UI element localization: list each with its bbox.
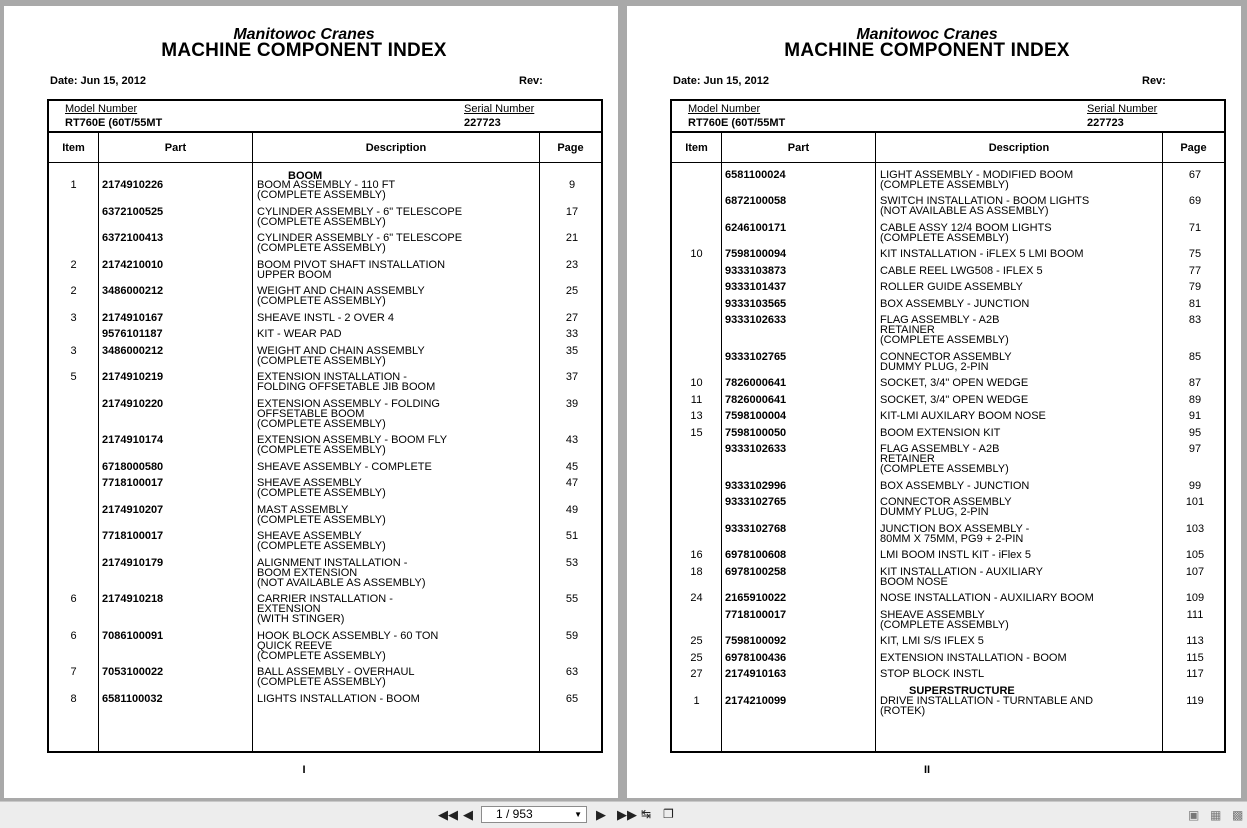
item-number: 13 xyxy=(690,410,703,422)
description-line: (NOT AVAILABLE AS ASSEMBLY) xyxy=(257,576,426,589)
description xyxy=(257,595,537,624)
description-line: CABLE REEL LWG508 - IFLEX 5 xyxy=(880,265,1043,277)
page-reference[interactable]: 113 xyxy=(1186,635,1204,647)
description xyxy=(257,559,537,588)
column-divider xyxy=(875,132,876,751)
description xyxy=(880,396,1160,406)
description-line: KIT-LMI AUXILARY BOOM NOSE xyxy=(880,410,1046,422)
page-reference[interactable]: 63 xyxy=(565,666,579,678)
description xyxy=(257,314,537,324)
part-number: 9333102996 xyxy=(725,480,787,492)
description-line: CARRIER INSTALLATION - xyxy=(257,593,393,605)
description-line: UPPER BOOM xyxy=(257,268,332,281)
description-line: KIT INSTALLATION - iFLEX 5 LMI BOOM xyxy=(880,248,1084,260)
description xyxy=(880,525,1160,545)
two-page-icon[interactable]: ▦ xyxy=(1210,808,1222,822)
description-line: FLAG ASSEMBLY - A2B xyxy=(880,314,1000,326)
item-number: 18 xyxy=(690,566,703,578)
description xyxy=(257,287,537,307)
next-page-icon[interactable]: ▶ xyxy=(596,807,606,822)
description-line: WEIGHT AND CHAIN ASSEMBLY xyxy=(257,345,425,357)
part-number: 7826000641 xyxy=(725,394,787,406)
page-footer: II xyxy=(923,764,931,776)
part-number: 6718000580 xyxy=(102,461,164,473)
description xyxy=(257,506,537,526)
part-number: 7598100094 xyxy=(725,248,787,260)
description-line: SWITCH INSTALLATION - BOOM LIGHTS xyxy=(880,195,1090,207)
page-reference[interactable]: 75 xyxy=(1188,248,1202,260)
description xyxy=(880,379,1160,389)
description-line: SHEAVE ASSEMBLY xyxy=(257,477,362,489)
description-line: (NOT AVAILABLE AS ASSEMBLY) xyxy=(880,204,1049,217)
section-heading: BOOM xyxy=(288,170,323,182)
description-line: FLAG ASSEMBLY - A2B xyxy=(880,443,1000,455)
page-reference[interactable]: 35 xyxy=(565,345,579,357)
page-reference[interactable]: 99 xyxy=(1188,480,1202,492)
description xyxy=(257,532,537,552)
part-number: 2165910022 xyxy=(725,592,787,604)
page-reference[interactable]: 71 xyxy=(1188,222,1202,234)
description-line: RETAINER xyxy=(880,323,935,336)
description-line: (COMPLETE ASSEMBLY) xyxy=(257,241,386,254)
description xyxy=(880,551,1160,561)
part-number: 6581100024 xyxy=(725,169,786,181)
part-number: 2174910219 xyxy=(102,371,164,383)
part-number: 2174910167 xyxy=(102,312,164,324)
part-number: 6581100032 xyxy=(102,693,163,705)
page-reference[interactable]: 77 xyxy=(1188,265,1202,277)
column-header-description: Description xyxy=(365,142,427,154)
document-page-1 xyxy=(4,6,618,798)
description-line: BOOM EXTENSION KIT xyxy=(880,427,1001,439)
part-number: 2174910218 xyxy=(102,593,164,605)
column-divider xyxy=(721,132,722,751)
divider xyxy=(49,131,601,133)
date-label: Date: Jun 15, 2012 xyxy=(50,75,146,87)
description-line: BOX ASSEMBLY - JUNCTION xyxy=(880,298,1030,310)
divider xyxy=(672,162,1224,163)
page-reference[interactable]: 79 xyxy=(1188,281,1202,293)
part-number: 6978100258 xyxy=(725,566,787,578)
description-line: QUICK REEVE xyxy=(257,639,333,652)
page-reference[interactable]: 109 xyxy=(1185,592,1205,604)
model-number-value: RT760E (60T/55MT xyxy=(65,117,163,129)
part-number: 9333102765 xyxy=(725,351,787,363)
model-number-label: Model Number xyxy=(688,103,761,115)
description xyxy=(257,347,537,367)
part-number: 9333102633 xyxy=(725,443,787,455)
page-footer: I xyxy=(302,764,306,776)
description-line: CYLINDER ASSEMBLY - 6" TELESCOPE xyxy=(257,206,463,218)
section-heading: SUPERSTRUCTURE xyxy=(909,685,1015,697)
description-line: (COMPLETE ASSEMBLY) xyxy=(257,539,386,552)
description xyxy=(880,568,1160,588)
description-line: (COMPLETE ASSEMBLY) xyxy=(257,215,386,228)
description xyxy=(257,463,537,473)
part-number: 6246100171 xyxy=(725,222,787,234)
item-number: 25 xyxy=(690,635,703,647)
description-line: EXTENSION ASSEMBLY - FOLDING xyxy=(257,398,440,410)
column-header-description: Description xyxy=(988,142,1050,154)
document-title: MACHINE COMPONENT INDEX xyxy=(784,40,1070,61)
description-line: HOOK BLOCK ASSEMBLY - 60 TON xyxy=(257,630,439,642)
description-line: KIT INSTALLATION - AUXILIARY xyxy=(880,566,1044,578)
index-table xyxy=(670,99,1226,753)
description-line: (COMPLETE ASSEMBLY) xyxy=(880,333,1009,346)
column-header-part: Part xyxy=(787,142,810,154)
part-number: 7598100050 xyxy=(725,427,787,439)
page-reference[interactable]: 91 xyxy=(1188,410,1202,422)
page-reference[interactable]: 17 xyxy=(565,206,579,218)
item-number: 2 xyxy=(70,259,77,271)
description-line: (COMPLETE ASSEMBLY) xyxy=(257,486,386,499)
page-reference[interactable]: 115 xyxy=(1186,652,1204,664)
part-number: 3486000212 xyxy=(102,345,164,357)
column-header-item: Item xyxy=(685,142,708,154)
description xyxy=(257,632,537,661)
page-reference[interactable]: 117 xyxy=(1186,668,1204,680)
page-reference[interactable]: 111 xyxy=(1186,609,1204,621)
part-number: 7053100022 xyxy=(102,666,164,678)
description-line: CONNECTOR ASSEMBLY xyxy=(880,351,1012,363)
description-line: (COMPLETE ASSEMBLY) xyxy=(257,294,386,307)
column-header-page: Page xyxy=(1180,142,1207,154)
part-number: 9333103873 xyxy=(725,265,787,277)
description-line: RETAINER xyxy=(880,452,935,465)
part-number: 2174910220 xyxy=(102,398,164,410)
part-number: 7718100017 xyxy=(102,477,164,489)
description xyxy=(880,482,1160,492)
serial-number-value: 227723 xyxy=(464,117,501,129)
page-reference[interactable]: 37 xyxy=(565,371,579,383)
column-header-item: Item xyxy=(62,142,85,154)
description xyxy=(880,637,1160,647)
description-line: (COMPLETE ASSEMBLY) xyxy=(880,178,1009,191)
description-line: DUMMY PLUG, 2-PIN xyxy=(880,360,989,373)
description xyxy=(880,197,1160,217)
copy-icon[interactable]: ❐ xyxy=(663,807,674,821)
description-line: (COMPLETE ASSEMBLY) xyxy=(257,188,386,201)
description-line: SHEAVE ASSEMBLY xyxy=(257,530,362,542)
item-number: 10 xyxy=(690,377,703,389)
part-number: 9576101187 xyxy=(102,328,163,340)
model-number-value: RT760E (60T/55MT xyxy=(688,117,786,129)
page-reference[interactable]: 83 xyxy=(1188,314,1202,326)
part-number: 2174910163 xyxy=(725,668,787,680)
description-line: BOX ASSEMBLY - JUNCTION xyxy=(880,480,1030,492)
part-number: 2174910174 xyxy=(102,434,164,446)
item-number: 11 xyxy=(690,394,703,406)
description-line: DUMMY PLUG, 2-PIN xyxy=(880,505,989,518)
description xyxy=(257,400,537,429)
description-line: ALIGNMENT INSTALLATION - xyxy=(257,557,408,569)
description-line: (COMPLETE ASSEMBLY) xyxy=(257,649,386,662)
document-page-2 xyxy=(627,6,1241,798)
page-reference[interactable]: 51 xyxy=(565,530,579,542)
divider xyxy=(672,131,1224,133)
item-number: 1 xyxy=(693,695,700,707)
description-line: SHEAVE ASSEMBLY xyxy=(880,609,985,621)
page-reference[interactable]: 55 xyxy=(565,593,579,605)
description-line: SHEAVE INSTL - 2 OVER 4 xyxy=(257,312,394,324)
description-line: MAST ASSEMBLY xyxy=(257,504,349,516)
description-line: ROLLER GUIDE ASSEMBLY xyxy=(880,281,1023,293)
description xyxy=(880,412,1160,422)
part-number: 9333101437 xyxy=(725,281,787,293)
part-number: 3486000212 xyxy=(102,285,164,297)
item-number: 1 xyxy=(70,179,77,191)
description xyxy=(880,250,1160,260)
page-reference[interactable]: 27 xyxy=(565,312,579,324)
page-reference[interactable]: 25 xyxy=(565,285,579,297)
description-line: SOCKET, 3/4" OPEN WEDGE xyxy=(880,377,1029,389)
page-reference[interactable]: 43 xyxy=(565,434,579,446)
description-line: BOOM EXTENSION xyxy=(257,566,358,579)
part-number: 2174210010 xyxy=(102,259,164,271)
description xyxy=(880,594,1160,604)
page-reference[interactable]: 95 xyxy=(1188,427,1202,439)
part-number: 9333103565 xyxy=(725,298,787,310)
description xyxy=(257,373,537,393)
description-line: OFFSETABLE BOOM xyxy=(257,407,365,420)
page-number-select[interactable] xyxy=(481,806,587,823)
chevron-down-icon: ▼ xyxy=(574,810,582,819)
description-line: (COMPLETE ASSEMBLY) xyxy=(257,513,386,526)
item-number: 2 xyxy=(70,285,77,297)
description-line: KIT, LMI S/S IFLEX 5 xyxy=(880,635,984,647)
part-number: 6872100058 xyxy=(725,195,787,207)
document-title: MACHINE COMPONENT INDEX xyxy=(161,40,447,61)
page-reference[interactable]: 49 xyxy=(565,504,579,516)
description-line: NOSE INSTALLATION - AUXILIARY BOOM xyxy=(880,592,1094,604)
item-number: 15 xyxy=(690,427,703,439)
description-line: SOCKET, 3/4" OPEN WEDGE xyxy=(880,394,1029,406)
description-line: (COMPLETE ASSEMBLY) xyxy=(257,354,386,367)
description-line: BOOM ASSEMBLY - 110 FT xyxy=(257,179,396,191)
description xyxy=(880,697,1160,717)
description-line: BOOM NOSE xyxy=(880,575,948,588)
page-reference[interactable]: 33 xyxy=(565,328,579,340)
description xyxy=(880,353,1160,373)
single-page-icon[interactable]: ▣ xyxy=(1188,808,1200,822)
description xyxy=(880,283,1160,293)
part-number: 6372100413 xyxy=(102,232,164,244)
description xyxy=(257,695,537,705)
item-number: 27 xyxy=(690,668,703,680)
company-name: Manitowoc Cranes xyxy=(233,26,375,43)
page-reference[interactable]: 89 xyxy=(1188,394,1202,406)
description xyxy=(880,267,1160,277)
part-number: 6978100436 xyxy=(725,652,787,664)
first-page-icon[interactable]: ◀◀ xyxy=(438,807,458,822)
description-line: EXTENSION INSTALLATION - BOOM xyxy=(880,652,1067,664)
page-reference[interactable]: 9 xyxy=(568,179,576,191)
description-line: BALL ASSEMBLY - OVERHAUL xyxy=(257,666,415,678)
company-name: Manitowoc Cranes xyxy=(856,26,998,43)
description-line: (COMPLETE ASSEMBLY) xyxy=(880,618,1009,631)
description-line: BOOM PIVOT SHAFT INSTALLATION xyxy=(257,259,446,271)
item-number: 10 xyxy=(690,248,703,260)
part-number: 6372100525 xyxy=(102,206,164,218)
page-reference[interactable]: 105 xyxy=(1185,549,1205,561)
description-line: (COMPLETE ASSEMBLY) xyxy=(257,417,386,430)
description-line: SHEAVE ASSEMBLY - COMPLETE xyxy=(257,461,432,473)
page-reference[interactable]: 87 xyxy=(1188,377,1202,389)
item-number: 6 xyxy=(70,593,77,605)
part-number: 7086100091 xyxy=(102,630,164,642)
index-table xyxy=(47,99,603,753)
page-reference[interactable]: 47 xyxy=(565,477,579,489)
description-line: EXTENSION ASSEMBLY - BOOM FLY xyxy=(257,434,448,446)
item-number: 24 xyxy=(690,592,703,604)
description xyxy=(880,300,1160,310)
column-divider xyxy=(252,132,253,751)
prev-page-icon[interactable]: ◀ xyxy=(463,807,473,822)
description-line: CYLINDER ASSEMBLY - 6" TELESCOPE xyxy=(257,232,463,244)
grid-view-icon[interactable]: ▩ xyxy=(1232,808,1244,822)
item-number: 3 xyxy=(70,345,77,357)
description-line: JUNCTION BOX ASSEMBLY - xyxy=(880,523,1030,535)
description-line: (WITH STINGER) xyxy=(257,612,345,625)
item-number: 6 xyxy=(70,630,77,642)
description-line: FOLDING OFFSETABLE JIB BOOM xyxy=(257,380,436,393)
description-line: CABLE ASSY 12/4 BOOM LIGHTS xyxy=(880,222,1052,234)
page-reference[interactable]: 85 xyxy=(1188,351,1202,363)
item-number: 5 xyxy=(70,371,77,383)
description xyxy=(257,208,537,228)
description xyxy=(257,181,537,201)
description xyxy=(880,445,1160,474)
description-line: STOP BLOCK INSTL xyxy=(880,668,985,680)
page-reference[interactable]: 101 xyxy=(1185,496,1205,508)
description xyxy=(880,429,1160,439)
column-divider xyxy=(98,132,99,751)
item-number: 25 xyxy=(690,652,703,664)
description-line: DRIVE INSTALLATION - TURNTABLE AND xyxy=(880,695,1094,707)
description xyxy=(880,171,1160,191)
description-line: EXTENSION xyxy=(257,602,321,615)
description-line: (COMPLETE ASSEMBLY) xyxy=(257,675,386,688)
model-number-label: Model Number xyxy=(65,103,138,115)
page-reference[interactable]: 67 xyxy=(1188,169,1202,181)
rev-label: Rev: xyxy=(519,75,543,87)
page-reference[interactable]: 97 xyxy=(1188,443,1202,455)
column-header-page: Page xyxy=(557,142,584,154)
description xyxy=(880,611,1160,631)
description xyxy=(257,330,537,340)
part-number: 7718100017 xyxy=(102,530,164,542)
description xyxy=(257,668,537,688)
divider xyxy=(49,162,601,163)
description-line: 80MM X 75MM, PG9 + 2-PIN xyxy=(880,532,1024,545)
part-number: 7718100017 xyxy=(725,609,787,621)
part-number: 2174910179 xyxy=(102,557,164,569)
description xyxy=(880,654,1160,664)
viewer-toolbar xyxy=(0,801,1247,828)
serial-number-value: 227723 xyxy=(1087,117,1124,129)
description-line: EXTENSION INSTALLATION - xyxy=(257,371,407,383)
description xyxy=(257,261,537,281)
part-number: 2174910226 xyxy=(102,179,164,191)
item-number: 8 xyxy=(70,693,77,705)
page-reference[interactable]: 65 xyxy=(565,693,579,705)
item-number: 7 xyxy=(70,666,77,678)
part-number: 2174910207 xyxy=(102,504,164,516)
date-label: Date: Jun 15, 2012 xyxy=(673,75,769,87)
part-number: 6978100608 xyxy=(725,549,787,561)
description-line: (ROTEK) xyxy=(880,704,926,717)
description xyxy=(880,316,1160,345)
serial-number-label: Serial Number xyxy=(464,103,535,115)
page-reference[interactable]: 103 xyxy=(1185,523,1205,535)
item-number: 3 xyxy=(70,312,77,324)
description xyxy=(880,224,1160,244)
description-line: (COMPLETE ASSEMBLY) xyxy=(880,462,1009,475)
page-reference[interactable]: 81 xyxy=(1188,298,1202,310)
page-reference[interactable]: 53 xyxy=(565,557,579,569)
description-line: (COMPLETE ASSEMBLY) xyxy=(880,231,1009,244)
part-number: 9333102765 xyxy=(725,496,787,508)
rotate-icon[interactable]: ↹ xyxy=(641,807,652,821)
page-reference[interactable]: 21 xyxy=(565,232,579,244)
description-line: LIGHTS INSTALLATION - BOOM xyxy=(257,693,420,705)
part-number: 7598100092 xyxy=(725,635,787,647)
description-line: LIGHT ASSEMBLY - MODIFIED BOOM xyxy=(880,169,1074,181)
page-reference[interactable]: 69 xyxy=(1188,195,1202,207)
page-indicator: 1 / 953 xyxy=(496,807,533,821)
description xyxy=(880,498,1160,518)
page-reference[interactable]: 107 xyxy=(1185,566,1205,578)
page-reference[interactable]: 45 xyxy=(565,461,579,473)
page-reference[interactable]: 59 xyxy=(565,630,579,642)
part-number: 7598100004 xyxy=(725,410,787,422)
rev-label: Rev: xyxy=(1142,75,1166,87)
part-number: 9333102768 xyxy=(725,523,787,535)
part-number: 2174210099 xyxy=(725,695,787,707)
description-line: CONNECTOR ASSEMBLY xyxy=(880,496,1012,508)
description xyxy=(257,479,537,499)
part-number: 7826000641 xyxy=(725,377,787,389)
description xyxy=(880,670,1160,680)
page-reference[interactable]: 119 xyxy=(1186,695,1204,707)
description-line: LMI BOOM INSTL KIT - iFlex 5 xyxy=(880,549,1031,561)
description-line: WEIGHT AND CHAIN ASSEMBLY xyxy=(257,285,425,297)
part-number: 9333102633 xyxy=(725,314,787,326)
description-line: KIT - WEAR PAD xyxy=(257,328,342,340)
column-header-part: Part xyxy=(164,142,187,154)
description xyxy=(257,234,537,254)
page-reference[interactable]: 39 xyxy=(565,398,579,410)
page-reference[interactable]: 23 xyxy=(565,259,579,271)
description-line: (COMPLETE ASSEMBLY) xyxy=(257,443,386,456)
description xyxy=(257,436,537,456)
serial-number-label: Serial Number xyxy=(1087,103,1158,115)
last-page-icon[interactable]: ▶▶ xyxy=(617,807,637,822)
item-number: 16 xyxy=(690,549,703,561)
